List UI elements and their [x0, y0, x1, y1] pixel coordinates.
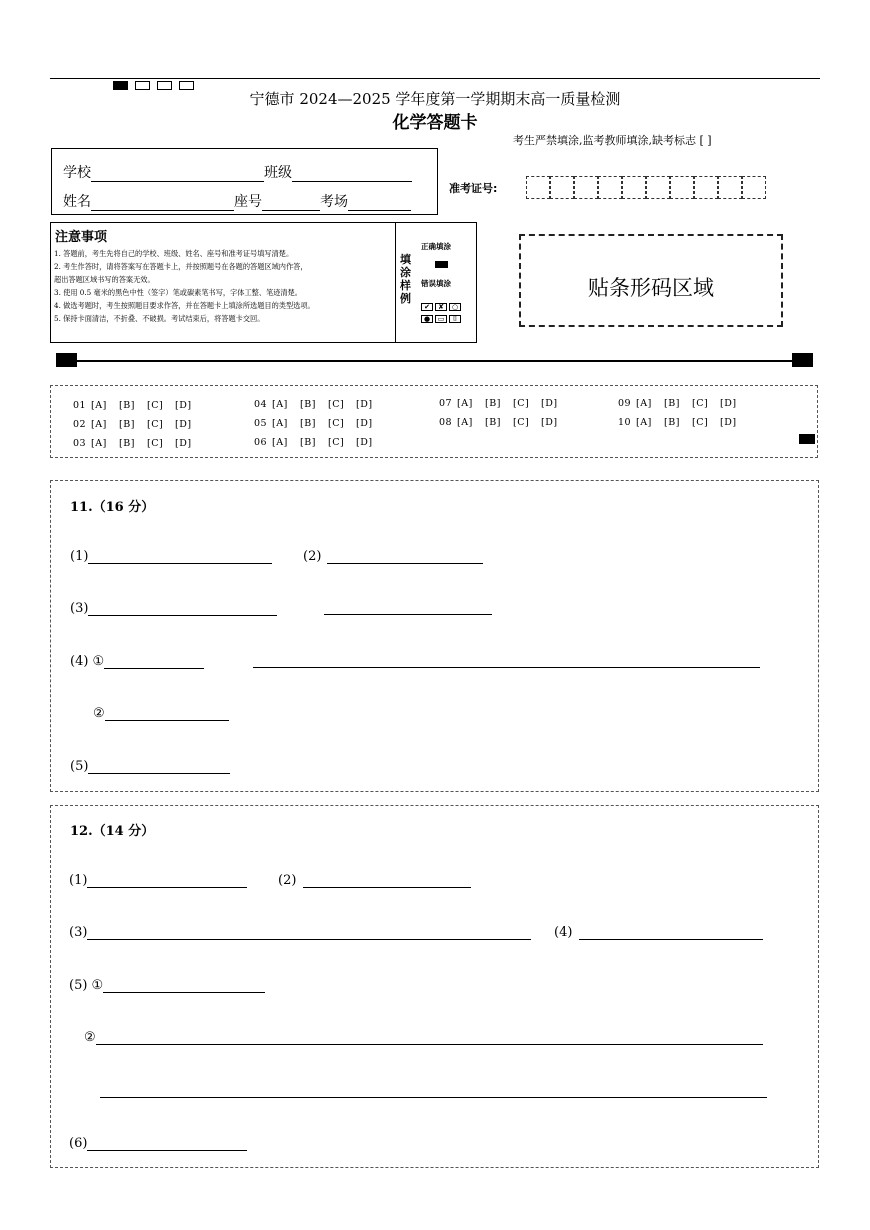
answer-line[interactable] — [96, 1031, 763, 1045]
notice-box — [50, 222, 477, 343]
answer-line[interactable] — [579, 926, 763, 940]
option-a[interactable]: [A] — [91, 419, 107, 430]
option-d[interactable]: [D] — [175, 438, 192, 449]
choice-row-07 — [439, 398, 569, 409]
correct-fill-sample — [435, 261, 448, 268]
question-11-area — [50, 480, 819, 792]
part-label: ② — [93, 706, 105, 721]
question-number: 02 — [73, 419, 87, 430]
option-c[interactable]: [C] — [692, 398, 709, 409]
option-d[interactable]: [D] — [356, 399, 373, 410]
school-field[interactable] — [91, 167, 264, 182]
notice-line: 4. 做选考题时，考生按照题目要求作答，并在答题卡上填涂所选题目的类型选项。 — [54, 301, 315, 310]
exam-id-cell[interactable] — [718, 176, 742, 199]
option-a[interactable]: [A] — [272, 399, 288, 410]
barcode-area — [519, 234, 783, 327]
exam-id-cell[interactable] — [526, 176, 550, 199]
q12-part4 — [554, 925, 763, 940]
wrong-dash-icon: ▭ — [435, 315, 447, 323]
q12-part5-2 — [84, 1030, 763, 1045]
part-label: (4) ① — [70, 654, 105, 669]
answer-line[interactable] — [88, 760, 230, 774]
exam-id-cell[interactable] — [574, 176, 598, 199]
option-b[interactable]: [B] — [300, 437, 316, 448]
option-a[interactable]: [A] — [457, 417, 473, 428]
barcode-label: 贴条形码区域 — [588, 276, 714, 300]
notice-line: 超出答题区域书写的答案无效。 — [54, 275, 155, 284]
choice-row-05 — [254, 418, 384, 429]
seat-field[interactable] — [262, 196, 320, 211]
option-a[interactable]: [A] — [91, 400, 107, 411]
notice-line: 2. 考生作答时，请将答案写在答题卡上，并按照题号在各题的答题区域内作答， — [54, 262, 308, 271]
option-d[interactable]: [D] — [720, 398, 737, 409]
option-b[interactable]: [B] — [664, 398, 680, 409]
option-c[interactable]: [C] — [513, 398, 530, 409]
q11-part1 — [70, 549, 272, 564]
option-c[interactable]: [C] — [328, 418, 345, 429]
part-label: (3) — [70, 601, 89, 616]
question-number: 03 — [73, 438, 87, 449]
answer-line[interactable] — [87, 1137, 247, 1151]
part-label: (2) — [303, 549, 322, 564]
choice-row-03 — [73, 438, 203, 449]
exam-id-cell[interactable] — [622, 176, 646, 199]
answer-line[interactable] — [303, 874, 471, 888]
q12-part5-1 — [69, 978, 265, 993]
option-d[interactable]: [D] — [175, 419, 192, 430]
wrong-dot-icon: ● — [421, 315, 433, 323]
q11-part3 — [70, 601, 277, 616]
option-a[interactable]: [A] — [636, 417, 652, 428]
exam-id-cell[interactable] — [742, 176, 766, 199]
choice-row-06 — [254, 437, 384, 448]
q11-part4-1 — [70, 654, 204, 669]
option-a[interactable]: [A] — [457, 398, 473, 409]
choice-row-09 — [618, 398, 748, 409]
question-number: 08 — [439, 417, 453, 428]
question-number: 06 — [254, 437, 268, 448]
choice-row-01 — [73, 400, 203, 411]
class-label: 班级 — [264, 165, 292, 181]
part-label: (1) — [70, 549, 89, 564]
answer-sheet-title: 化学答题卡 — [392, 113, 478, 133]
q11-part4-2 — [93, 706, 229, 721]
fill-sample-title: 填涂样例 — [400, 253, 411, 305]
notice-title: 注意事项 — [55, 230, 108, 245]
answer-line[interactable] — [105, 707, 229, 721]
q12-part3 — [69, 925, 531, 940]
answer-line[interactable] — [88, 602, 277, 616]
question-number: 05 — [254, 418, 268, 429]
notice-divider — [395, 223, 396, 342]
exam-title: 宁德市 2024—2025 学年度第一学期期末高一质量检测 — [249, 90, 621, 108]
alignment-block — [792, 353, 813, 367]
option-b[interactable]: [B] — [485, 398, 501, 409]
option-c[interactable]: [C] — [692, 417, 709, 428]
part-label: (5) ① — [69, 978, 104, 993]
option-b[interactable]: [B] — [119, 400, 135, 411]
question-number: 09 — [618, 398, 632, 409]
part-label: (6) — [69, 1136, 88, 1151]
question-number: 10 — [618, 417, 632, 428]
option-c[interactable]: [C] — [328, 437, 345, 448]
option-c[interactable]: [C] — [328, 399, 345, 410]
part-label: (5) — [70, 759, 89, 774]
option-d[interactable]: [D] — [720, 417, 737, 428]
exam-id-label: 准考证号: — [449, 182, 498, 195]
answer-line[interactable] — [327, 550, 483, 564]
option-d[interactable]: [D] — [541, 398, 558, 409]
option-b[interactable]: [B] — [664, 417, 680, 428]
alignment-block — [56, 353, 77, 367]
option-b[interactable]: [B] — [485, 417, 501, 428]
option-a[interactable]: [A] — [636, 398, 652, 409]
answer-line[interactable] — [103, 979, 265, 993]
q12-part1 — [69, 873, 247, 888]
part-label: (3) — [69, 925, 88, 940]
q11-part2 — [303, 549, 483, 564]
name-field[interactable] — [91, 196, 234, 211]
student-info-box — [51, 148, 438, 215]
exam-id-cell[interactable] — [694, 176, 718, 199]
notice-line: 5. 保持卡面清洁，不折叠、不破损。考试结束后，将答题卡交回。 — [54, 314, 265, 323]
q12-part2 — [278, 873, 471, 888]
option-b[interactable]: [B] — [300, 418, 316, 429]
option-d[interactable]: [D] — [356, 437, 373, 448]
seat-label: 座号 — [234, 194, 262, 210]
question-number: 01 — [73, 400, 87, 411]
option-b[interactable]: [B] — [119, 438, 135, 449]
option-a[interactable]: [A] — [272, 437, 288, 448]
option-b[interactable]: [B] — [119, 419, 135, 430]
option-d[interactable]: [D] — [356, 418, 373, 429]
question-11-title: 11.（16 分） — [70, 500, 155, 515]
choice-row-08 — [439, 417, 569, 428]
part-label: (1) — [69, 873, 88, 888]
notice-line: 1. 答题前，考生先将自己的学校、班级、姓名、座号和准考证号填写清楚。 — [54, 249, 294, 258]
part-label: ② — [84, 1030, 96, 1045]
separator-line — [63, 360, 800, 362]
top-rule — [50, 78, 820, 79]
option-c[interactable]: [C] — [147, 438, 164, 449]
option-c[interactable]: [C] — [147, 419, 164, 430]
answer-line[interactable] — [87, 926, 531, 940]
option-b[interactable]: [B] — [300, 399, 316, 410]
room-label: 考场 — [320, 194, 348, 210]
notice-line: 3. 使用 0.5 毫米的黑色中性（签字）笔或碳素笔书写，字体工整、笔迹清楚。 — [54, 288, 302, 297]
option-d[interactable]: [D] — [541, 417, 558, 428]
option-a[interactable]: [A] — [272, 418, 288, 429]
answer-line[interactable] — [87, 874, 247, 888]
class-field[interactable] — [292, 167, 412, 182]
exam-id-cell[interactable] — [550, 176, 574, 199]
absent-mark-note: 考生严禁填涂,监考教师填涂,缺考标志 [ ] — [513, 134, 712, 147]
wrong-cross-icon: ✘ — [435, 303, 447, 311]
q11-part5 — [70, 759, 230, 774]
school-label: 学校 — [63, 165, 91, 181]
question-number: 07 — [439, 398, 453, 409]
choice-row-10 — [618, 417, 748, 428]
wrong-check-icon: ✔ — [421, 303, 433, 311]
correct-fill-label: 正确填涂 — [421, 242, 451, 251]
q12-part6 — [69, 1136, 247, 1151]
option-c[interactable]: [C] — [147, 400, 164, 411]
answer-line[interactable] — [324, 614, 492, 615]
answer-line[interactable] — [253, 667, 760, 668]
question-number: 04 — [254, 399, 268, 410]
answer-line[interactable] — [88, 550, 272, 564]
exam-id-cell[interactable] — [646, 176, 670, 199]
wrong-circle-icon: ○ — [449, 303, 461, 311]
name-label: 姓名 — [63, 194, 91, 210]
part-label: (4) — [554, 925, 573, 940]
option-c[interactable]: [C] — [513, 417, 530, 428]
alignment-block — [799, 434, 815, 444]
question-12-title: 12.（14 分） — [70, 824, 155, 839]
room-field[interactable] — [348, 196, 411, 211]
answer-line[interactable] — [100, 1097, 767, 1098]
exam-id-cells — [526, 176, 766, 199]
answer-line[interactable] — [104, 655, 204, 669]
wrong-fill-label: 错误填涂 — [421, 279, 451, 288]
exam-id-cell[interactable] — [670, 176, 694, 199]
option-d[interactable]: [D] — [175, 400, 192, 411]
part-label: (2) — [278, 873, 297, 888]
choice-row-02 — [73, 419, 203, 430]
choice-row-04 — [254, 399, 384, 410]
multiple-choice-area — [50, 385, 818, 458]
wrong-partial-icon: ⌷ — [449, 315, 461, 323]
question-12-area — [50, 805, 819, 1168]
option-a[interactable]: [A] — [91, 438, 107, 449]
exam-id-cell[interactable] — [598, 176, 622, 199]
